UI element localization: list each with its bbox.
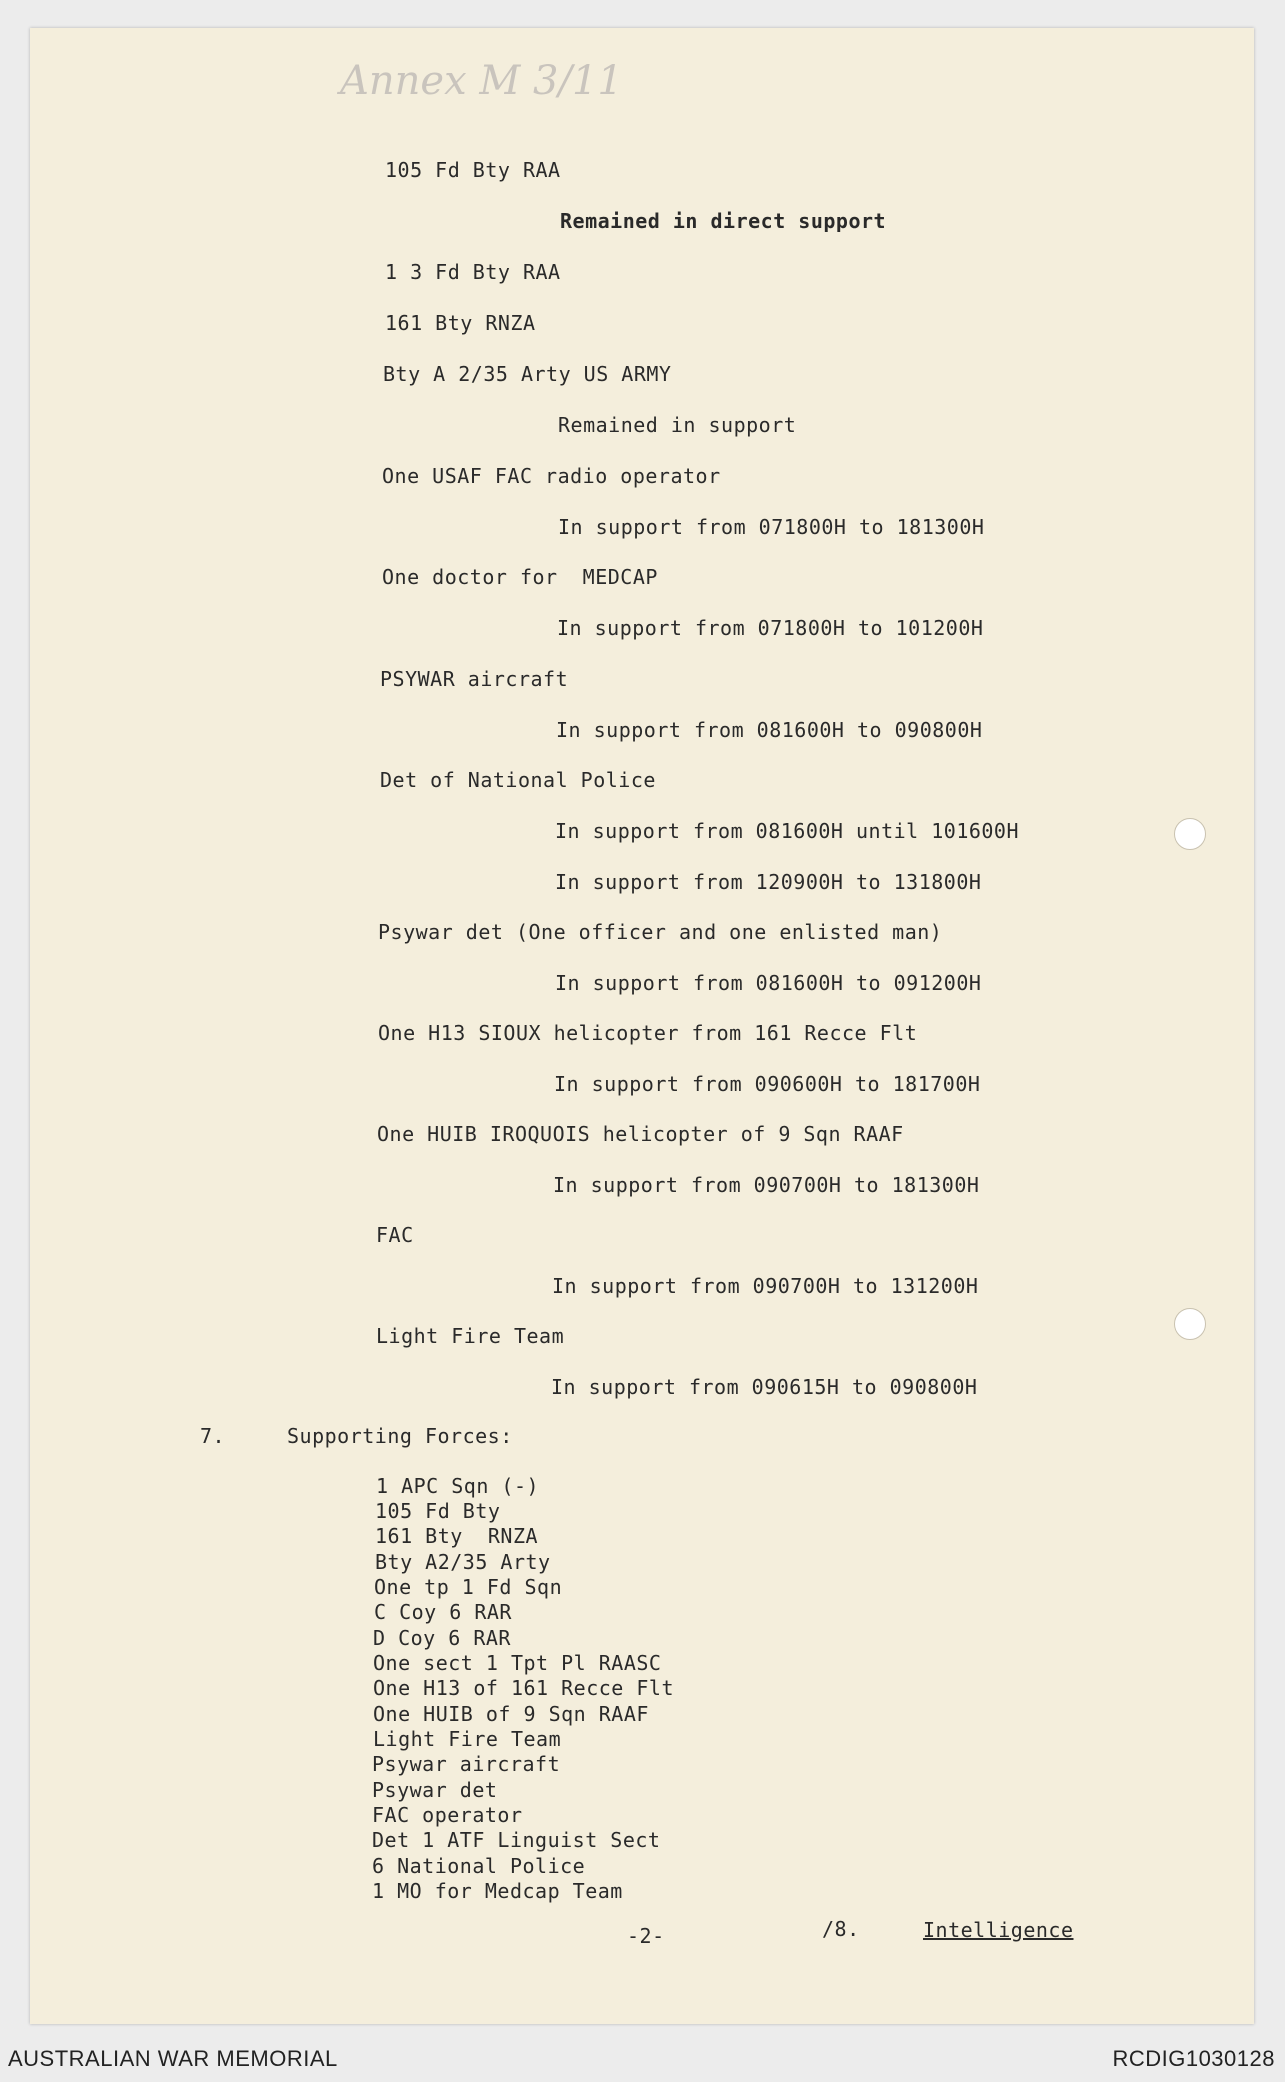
force-list-item: 105 Fd Bty [375, 1499, 501, 1523]
archive-name: AUSTRALIAN WAR MEMORIAL [8, 2046, 338, 2071]
force-list-item: 161 Bty RNZA [375, 1524, 539, 1548]
unit-psywar-det: Psywar det (One officer and one enlisted man) [378, 920, 943, 944]
punch-hole-lower [1174, 1308, 1206, 1340]
support-period-police-1: In support from 081600H until 101600H [555, 819, 1020, 843]
support-status-direct: Remained in direct support [560, 209, 887, 233]
punch-hole-upper [1174, 818, 1206, 850]
section-heading: Supporting Forces: [287, 1424, 513, 1448]
support-period-light-fire-team: In support from 090615H to 090800H [551, 1375, 978, 1399]
unit-fac: FAC [376, 1223, 414, 1247]
force-list-item: One sect 1 Tpt Pl RAASC [373, 1651, 662, 1675]
section-number: 7. [200, 1424, 226, 1448]
force-list-item: Psywar det [372, 1778, 498, 1802]
unit-national-police: Det of National Police [380, 768, 656, 792]
unit-h13-sioux: One H13 SIOUX helicopter from 161 Recce Flt [378, 1021, 918, 1045]
support-period-usaf-fac: In support from 071800H to 181300H [558, 515, 985, 539]
force-list-item: C Coy 6 RAR [374, 1600, 512, 1624]
force-list-item: 1 APC Sqn (-) [376, 1474, 540, 1498]
unit-usaf-fac: One USAF FAC radio operator [382, 464, 721, 488]
force-list-item: One HUIB of 9 Sqn RAAF [373, 1702, 649, 1726]
force-list-item: 1 MO for Medcap Team [372, 1879, 623, 1903]
unit-psywar-aircraft: PSYWAR aircraft [380, 667, 569, 691]
unit-huib-iroquois: One HUIB IROQUOIS helicopter of 9 Sqn RAAF [377, 1122, 904, 1146]
continuation-ref: /8. [822, 1917, 860, 1941]
support-period-doctor: In support from 071800H to 101200H [557, 616, 984, 640]
force-list-item: Bty A2/35 Arty [375, 1550, 551, 1574]
force-list-item: One H13 of 161 Recce Flt [373, 1676, 674, 1700]
unit-105-fd-bty: 105 Fd Bty RAA [385, 158, 561, 182]
support-period-huib: In support from 090700H to 181300H [553, 1173, 980, 1197]
force-list-item: FAC operator [372, 1803, 523, 1827]
force-list-item: Det 1 ATF Linguist Sect [372, 1828, 661, 1852]
unit-doctor-medcap: One doctor for MEDCAP [382, 565, 658, 589]
unit-161-bty: 161 Bty RNZA [385, 311, 536, 335]
support-period-police-2: In support from 120900H to 131800H [555, 870, 982, 894]
force-list-item: One tp 1 Fd Sqn [374, 1575, 563, 1599]
support-period-h13: In support from 090600H to 181700H [554, 1072, 981, 1096]
unit-bty-a-2-35: Bty A 2/35 Arty US ARMY [383, 362, 672, 386]
support-status-remained: Remained in support [558, 413, 797, 437]
unit-light-fire-team: Light Fire Team [376, 1324, 565, 1348]
archive-reference: RCDIG1030128 [1112, 2046, 1275, 2071]
page-number: -2- [627, 1924, 665, 1948]
support-period-fac: In support from 090700H to 131200H [552, 1274, 979, 1298]
continuation-word: Intelligence [923, 1918, 1074, 1942]
handwritten-annotation: Annex M 3/11 [340, 58, 623, 104]
support-period-psywar-aircraft: In support from 081600H to 090800H [556, 718, 983, 742]
force-list-item: Psywar aircraft [372, 1752, 561, 1776]
unit-103-fd-bty: 1 3 Fd Bty RAA [385, 260, 561, 284]
force-list-item: D Coy 6 RAR [373, 1626, 511, 1650]
support-period-psywar-det: In support from 081600H to 091200H [555, 971, 982, 995]
force-list-item: 6 National Police [372, 1854, 586, 1878]
force-list-item: Light Fire Team [373, 1727, 562, 1751]
